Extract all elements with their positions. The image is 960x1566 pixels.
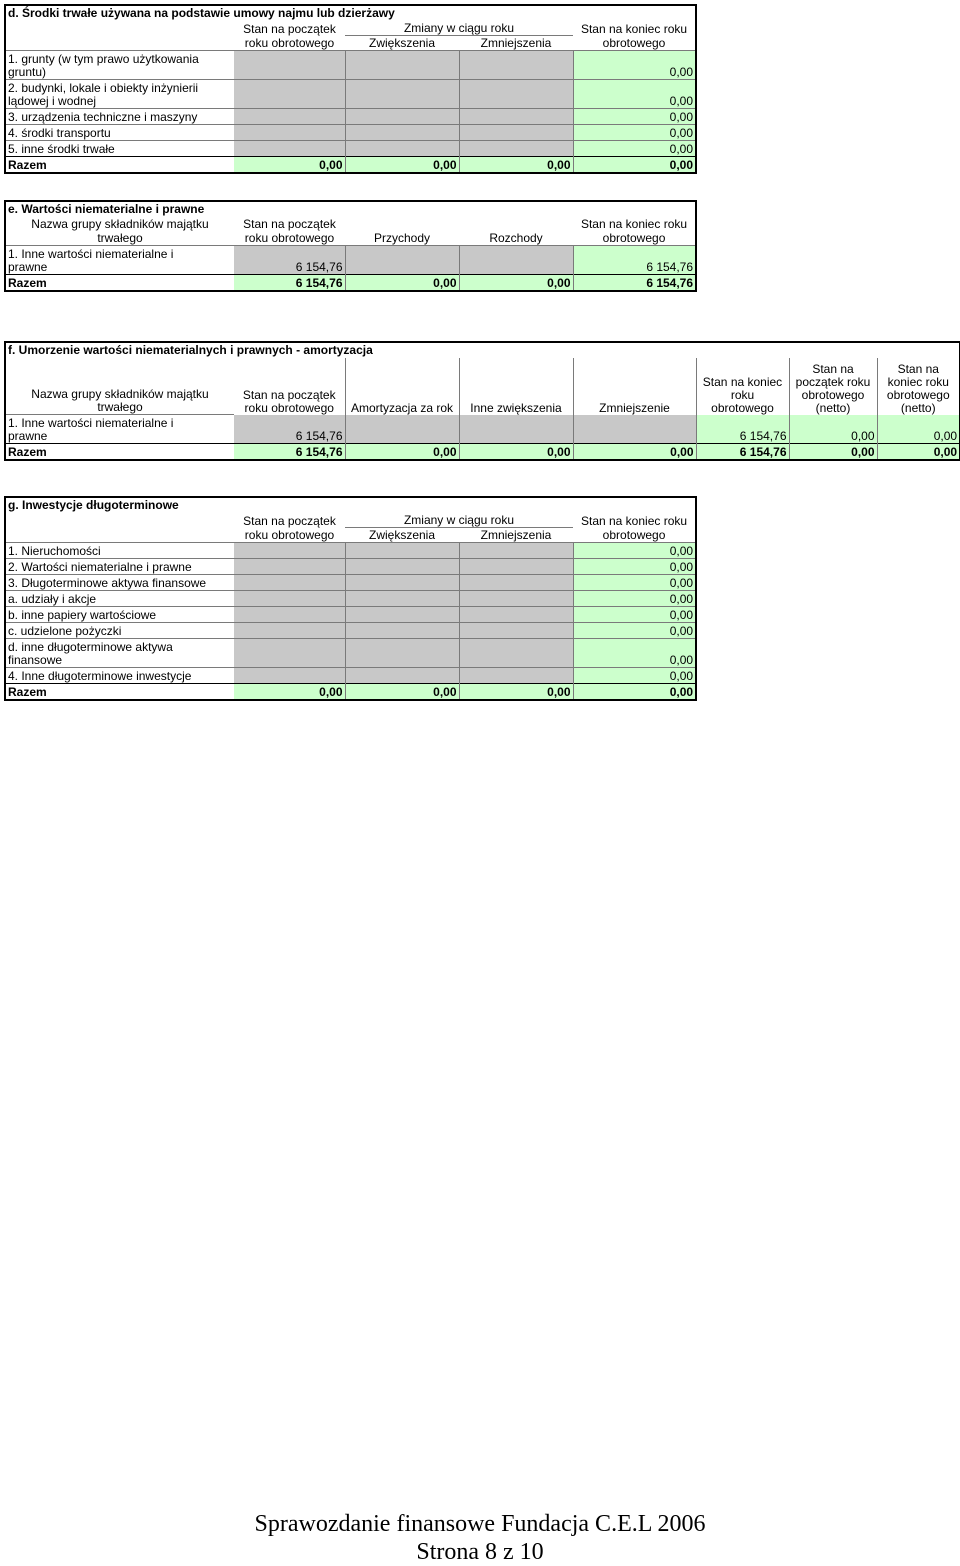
- col-net-end-line2: koniec roku: [887, 374, 949, 389]
- col-changes: Zmiany w ciągu roku: [345, 513, 573, 528]
- total-end: 6 154,76: [573, 275, 696, 292]
- row-label: a. udziały i akcje: [5, 591, 234, 607]
- row-net-start-value: 0,00: [789, 415, 877, 444]
- col-net-end-line4: (netto): [900, 400, 936, 415]
- col-start-line2: roku obrotowego: [234, 528, 345, 543]
- col-end-line1: Stan na koniec: [702, 374, 783, 389]
- col-name-line2: trwałego: [5, 231, 234, 246]
- row-end-value: 0,00: [573, 623, 696, 639]
- col-start-line2: roku obrotowego: [234, 36, 345, 51]
- total-expense: 0,00: [459, 275, 573, 292]
- total-increases: 0,00: [345, 157, 459, 174]
- row-end-value: 0,00: [573, 639, 696, 668]
- col-other-increases: Inne zwiększenia: [459, 358, 573, 415]
- col-start-line2: roku obrotowego: [244, 400, 334, 415]
- row-end-value: 6 154,76: [573, 246, 696, 275]
- col-start-line1: Stan na początek: [243, 217, 336, 231]
- col-end-line2: obrotowego: [573, 231, 696, 246]
- total-end: 0,00: [573, 684, 696, 701]
- row-end-value: 0,00: [573, 607, 696, 623]
- table-row: [5, 141, 696, 157]
- section-f-table: [4, 341, 960, 461]
- table-row: [5, 623, 696, 639]
- col-net-end-line3: obrotowego: [886, 387, 950, 402]
- total-label: Razem: [5, 157, 234, 174]
- total-amortization: 0,00: [345, 444, 459, 461]
- row-label: 2. budynki, lokale i obiekty inżynierii: [8, 81, 199, 95]
- table-row: [5, 559, 696, 575]
- row-end-value: 0,00: [573, 543, 696, 559]
- col-name-line2: trwałego: [97, 400, 143, 414]
- row-label: 3. urządzenia techniczne i maszyny: [5, 109, 234, 125]
- col-end-line2: obrotowego: [573, 528, 696, 543]
- col-end-line1: Stan na koniec roku: [573, 21, 696, 36]
- total-other-increases: 0,00: [459, 444, 573, 461]
- col-decreases: Zmniejszenia: [459, 528, 573, 543]
- col-increases: Zwiększenia: [345, 528, 459, 543]
- col-increases: Zwiększenia: [345, 36, 459, 51]
- row-label: 1. Inne wartości niematerialne i: [8, 416, 174, 430]
- total-net-start: 0,00: [789, 444, 877, 461]
- col-name-line1: Nazwa grupy składników majątku: [31, 387, 209, 401]
- total-start: 6 154,76: [234, 444, 345, 461]
- footer-page-number: Strona 8 z 10: [416, 1539, 544, 1565]
- col-end-line1: Stan na koniec roku: [573, 513, 696, 528]
- row-label: 5. inne środki trwałe: [5, 141, 234, 157]
- total-row: [5, 444, 960, 461]
- total-start: 0,00: [234, 157, 345, 174]
- col-end-line2: roku: [730, 387, 755, 402]
- total-start: 6 154,76: [234, 275, 345, 292]
- col-name-line1: Nazwa grupy składników majątku: [5, 217, 234, 231]
- row-start-value: 6 154,76: [234, 246, 345, 275]
- section-g-title: g. Inwestycje długoterminowe: [5, 497, 696, 513]
- total-label: Razem: [5, 444, 234, 461]
- section-d-leased-fixed-assets: [4, 4, 697, 174]
- row-end-value: 6 154,76: [696, 415, 789, 444]
- col-start-line1: Stan na początek: [242, 387, 336, 402]
- col-net-end-line1: Stan na: [897, 361, 939, 376]
- col-decreases: Zmniejszenia: [459, 36, 573, 51]
- col-net-start-line4: (netto): [815, 400, 851, 415]
- total-decreases: 0,00: [459, 684, 573, 701]
- total-label: Razem: [5, 275, 234, 292]
- row-label: 4. środki transportu: [5, 125, 234, 141]
- total-label: Razem: [5, 684, 234, 701]
- total-row: [5, 684, 696, 701]
- row-label: d. inne długoterminowe aktywa: [8, 640, 173, 654]
- col-decrease: Zmniejszenie: [573, 358, 696, 415]
- row-label: 1. Nieruchomości: [5, 543, 234, 559]
- total-decrease: 0,00: [573, 444, 696, 461]
- section-f-amortization: [4, 341, 960, 461]
- col-net-start-line3: obrotowego: [801, 387, 865, 402]
- row-label: finansowe: [8, 653, 63, 667]
- row-label: 1. grunty (w tym prawo użytkowania: [8, 52, 199, 66]
- col-income: Przychody: [345, 231, 459, 246]
- row-label: b. inne papiery wartościowe: [5, 607, 234, 623]
- table-row: [5, 543, 696, 559]
- total-increases: 0,00: [345, 684, 459, 701]
- row-label: 1. Inne wartości niematerialne i: [8, 247, 174, 261]
- total-net-end: 0,00: [877, 444, 960, 461]
- table-row: [5, 639, 696, 668]
- row-end-value: 0,00: [573, 141, 696, 157]
- section-f-title: f. Umorzenie wartości niematerialnych i prawnych - amortyzacja: [5, 342, 960, 358]
- table-row: [5, 575, 696, 591]
- col-end-line1: Stan na koniec roku: [573, 217, 696, 231]
- row-label: 2. Wartości niematerialne i prawne: [5, 559, 234, 575]
- total-start: 0,00: [234, 684, 345, 701]
- row-label: gruntu): [8, 65, 47, 79]
- table-row: [5, 668, 696, 684]
- total-row: [5, 157, 696, 174]
- total-decreases: 0,00: [459, 157, 573, 174]
- section-e-title: e. Wartości niematerialne i prawne: [5, 201, 696, 217]
- table-row: [5, 415, 960, 444]
- row-start-value: 6 154,76: [234, 415, 345, 444]
- total-income: 0,00: [345, 275, 459, 292]
- row-label: prawne: [8, 260, 48, 274]
- total-row: [5, 275, 696, 292]
- table-row: [5, 125, 696, 141]
- row-end-value: 0,00: [573, 80, 696, 109]
- section-e-intangible-assets: [4, 200, 697, 292]
- row-end-value: 0,00: [573, 109, 696, 125]
- table-row: [5, 109, 696, 125]
- col-net-start-line2: początek roku: [795, 374, 871, 389]
- row-end-value: 0,00: [573, 559, 696, 575]
- total-end: 6 154,76: [696, 444, 789, 461]
- section-d-table: [4, 4, 697, 174]
- table-row: [5, 51, 696, 80]
- section-e-table: [4, 200, 697, 292]
- col-amortization: Amortyzacja za rok: [345, 358, 459, 415]
- footer-report-title: Sprawozdanie finansowe Fundacja C.E.L 2006: [254, 1511, 706, 1537]
- col-end-line2: obrotowego: [573, 36, 696, 51]
- section-d-title: d. Środki trwałe używana na podstawie umowy najmu lub dzierżawy: [5, 5, 696, 21]
- table-row: [5, 80, 696, 109]
- col-end-line3: obrotowego: [711, 400, 774, 415]
- col-start-line2: roku obrotowego: [234, 231, 345, 246]
- table-row: [5, 246, 696, 275]
- page-footer: [0, 1510, 960, 1566]
- row-end-value: 0,00: [573, 125, 696, 141]
- row-end-value: 0,00: [573, 51, 696, 80]
- col-start-line1: Stan na początek: [243, 21, 336, 36]
- row-label: lądowej i wodnej: [8, 94, 97, 108]
- total-end: 0,00: [573, 157, 696, 174]
- row-end-value: 0,00: [573, 591, 696, 607]
- col-changes: Zmiany w ciągu roku: [345, 21, 573, 36]
- row-label: c. udzielone pożyczki: [5, 623, 234, 639]
- table-row: [5, 591, 696, 607]
- row-label: prawne: [8, 429, 48, 443]
- row-net-end-value: 0,00: [877, 415, 960, 444]
- table-row: [5, 607, 696, 623]
- row-end-value: 0,00: [573, 575, 696, 591]
- col-net-start-line1: Stan na: [812, 361, 854, 376]
- row-label: 4. Inne długoterminowe inwestycje: [5, 668, 234, 684]
- row-label: 3. Długoterminowe aktywa finansowe: [5, 575, 234, 591]
- section-g-long-term-investments: [4, 496, 697, 701]
- col-expense: Rozchody: [459, 231, 573, 246]
- section-g-table: [4, 496, 697, 701]
- col-start-line1: Stan na początek: [243, 513, 336, 528]
- row-end-value: 0,00: [573, 668, 696, 684]
